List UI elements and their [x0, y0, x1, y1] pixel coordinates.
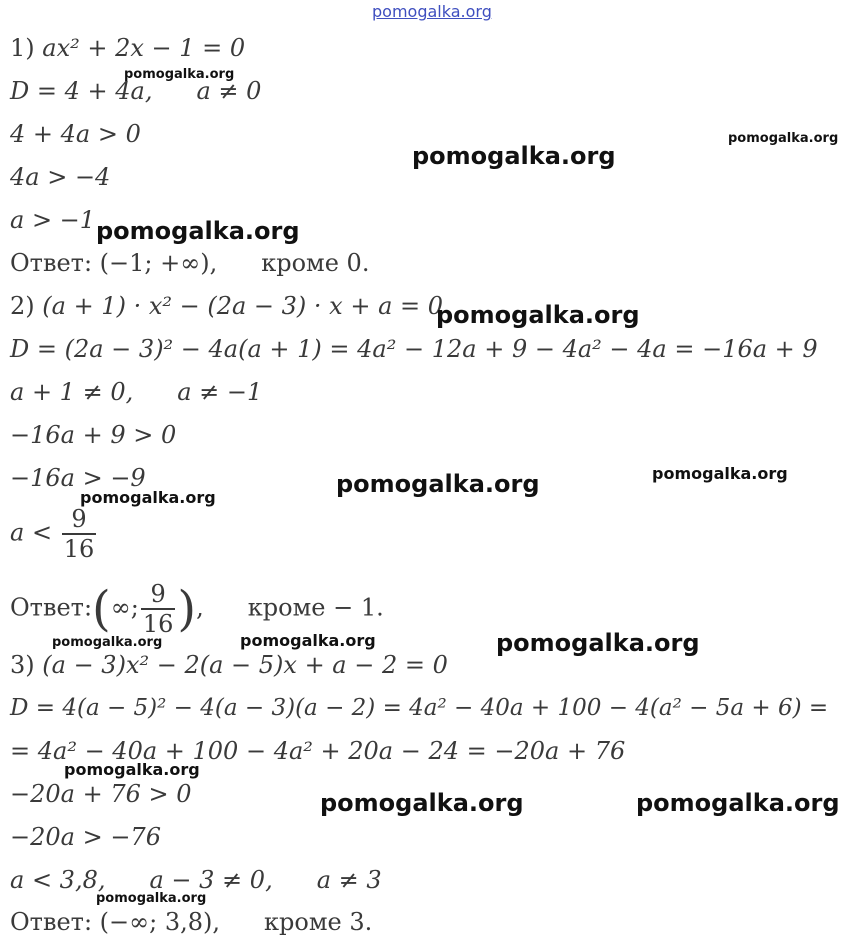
watermark: pomogalka.org: [124, 67, 235, 82]
watermark: pomogalka.org: [96, 891, 207, 906]
p1-equation: [10, 33, 245, 63]
p3-ineq1-text: −20a + 76 > 0: [10, 780, 192, 808]
p2-discriminant: [10, 334, 818, 364]
p2-answer: [10, 580, 384, 638]
p1-ineq1-text: 4 + 4a > 0: [10, 120, 141, 148]
watermark: pomogalka.org: [336, 470, 540, 498]
p3-ineq1: [10, 779, 192, 809]
p1-answer-except: кроме 0.: [261, 249, 370, 277]
p3-answer: [10, 907, 372, 937]
p1-ineq2-text: 4a > −4: [10, 163, 111, 191]
p2-ineq2-text: −16a > −9: [10, 464, 146, 492]
watermark: pomogalka.org: [80, 488, 216, 507]
p3-disc-line1: [10, 693, 828, 723]
p1-ineq3: [10, 205, 95, 235]
p3-answer-interval: (−∞; 3,8),: [99, 908, 221, 936]
watermark: pomogalka.org: [496, 629, 700, 657]
p1-answer-interval: (−1; +∞),: [99, 249, 218, 277]
p2-answer-open-paren: (: [92, 581, 111, 637]
p2-cond-a: a + 1 ≠ 0,: [10, 378, 134, 406]
p3-ineq2: [10, 822, 161, 852]
p2-cond-b: a ≠ −1: [177, 378, 263, 406]
p3-ineq3-a: a < 3,8,: [10, 866, 106, 894]
watermark: pomogalka.org: [240, 631, 376, 650]
p2-answer-except: кроме − 1.: [247, 593, 384, 622]
p1-ineq1: [10, 119, 141, 149]
p2-equation: [10, 291, 443, 321]
p2-ineq3-fraction: [62, 505, 97, 563]
p1-answer: [10, 248, 369, 278]
watermark: pomogalka.org: [652, 464, 788, 483]
p3-disc1-text: D = 4(a − 5)² − 4(a − 3)(a − 2) = 4a² − 40a + 100 − 4(a² − 5a + 6) =: [10, 695, 829, 721]
p2-answer-den: 16: [142, 610, 174, 638]
p2-label: 2): [10, 292, 43, 320]
p2-condition: [10, 377, 262, 407]
watermark: pomogalka.org: [728, 131, 839, 146]
p2-answer-comma: ,: [196, 593, 204, 622]
p1-answer-label: Ответ:: [10, 249, 93, 277]
watermark: pomogalka.org: [96, 217, 300, 245]
p2-ineq3: [10, 505, 98, 563]
watermark: pomogalka.org: [52, 635, 163, 650]
p3-equation-text: (a − 3)x² − 2(a − 5)x + a − 2 = 0: [42, 651, 448, 679]
p1-disc-cond: a ≠ 0: [196, 77, 262, 105]
p3-answer-except: кроме 3.: [264, 908, 373, 936]
p1-equation-text: ax² + 2x − 1 = 0: [42, 34, 246, 62]
p3-answer-label: Ответ:: [10, 908, 93, 936]
watermark: pomogalka.org: [436, 301, 640, 329]
p2-ineq3-lhs: a <: [10, 518, 53, 547]
watermark: pomogalka.org: [64, 760, 200, 779]
p1-ineq3-text: a > −1: [10, 206, 96, 234]
p3-ineq3-b: a − 3 ≠ 0,: [149, 866, 273, 894]
p2-ineq1: [10, 420, 176, 450]
p2-disc-text: D = (2a − 3)² − 4a(a + 1) = 4a² − 12a + 9 − 4a² − 4a = −16a + 9: [10, 335, 818, 363]
p1-disc-main: D = 4 + 4a,: [10, 77, 153, 105]
p3-ineq3-c: a ≠ 3: [316, 866, 382, 894]
p3-ineq2-text: −20a > −76: [10, 823, 161, 851]
p3-label: 3): [10, 651, 43, 679]
p2-answer-num: 9: [141, 580, 176, 610]
p2-ineq1-text: −16a + 9 > 0: [10, 421, 177, 449]
watermark-top-link[interactable]: pomogalka.org: [372, 2, 492, 21]
p3-equation: [10, 650, 448, 680]
p3-disc2-text: = 4a² − 40a + 100 − 4a² + 20a − 24 = −20a + 76: [10, 737, 626, 765]
p1-label: 1): [10, 34, 43, 62]
p2-equation-text: (a + 1) · x² − (2a − 3) · x + a = 0: [42, 292, 444, 320]
p2-ineq3-num: 9: [62, 505, 97, 535]
p2-answer-close-paren: ): [177, 581, 197, 637]
p2-answer-label: Ответ:: [10, 593, 93, 622]
p1-ineq2: [10, 162, 110, 192]
watermark: pomogalka.org: [412, 142, 616, 170]
p2-answer-inf: ∞;: [110, 593, 139, 622]
watermark: pomogalka.org: [320, 789, 524, 817]
p2-ineq3-den: 16: [63, 535, 95, 563]
watermark: pomogalka.org: [636, 789, 840, 817]
p2-answer-fraction: [141, 580, 176, 638]
